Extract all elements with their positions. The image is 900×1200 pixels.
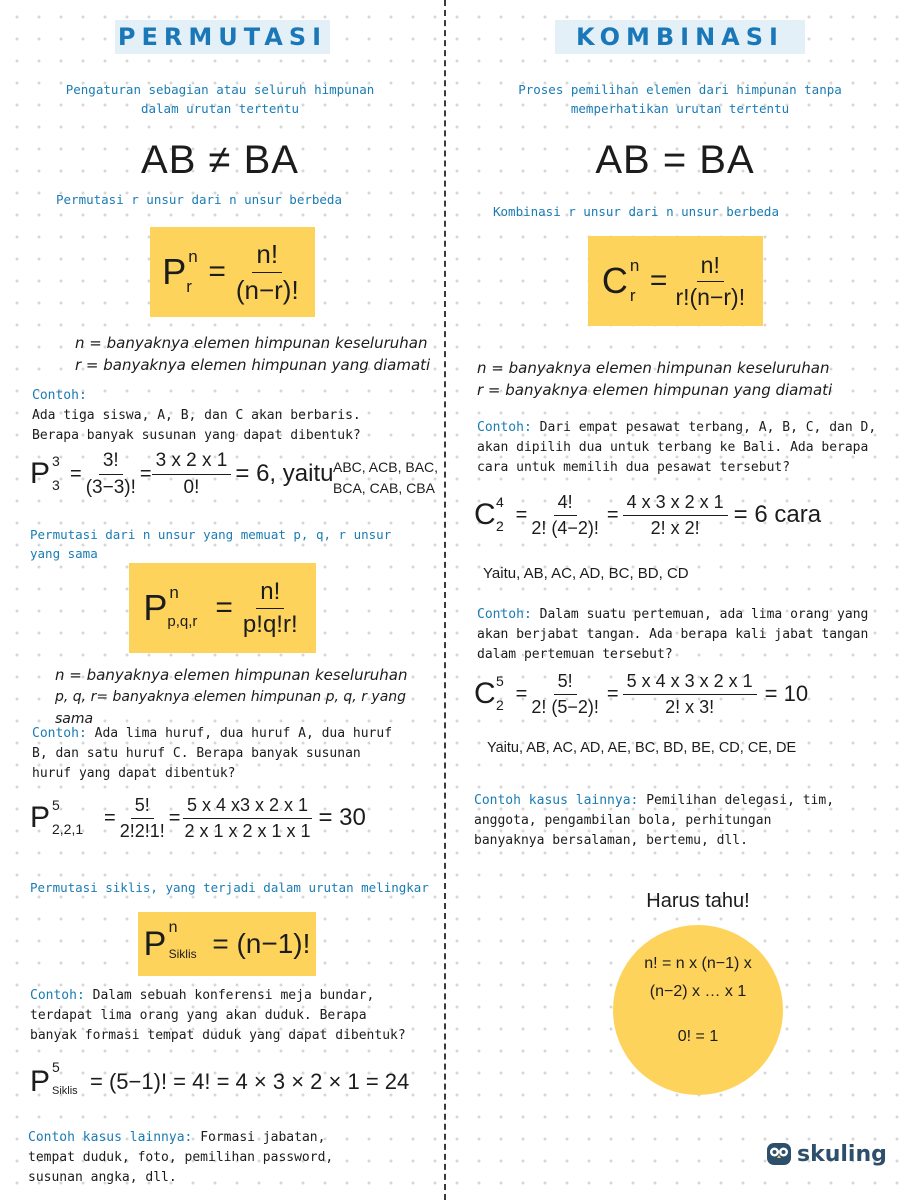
permutasi-relation: AB ≠ BA — [141, 138, 299, 182]
permutasi-section3-label: Permutasi siklis, yang terjadi dalam urutan melingkar — [30, 880, 429, 895]
kombinasi-example1-math: C 4 2 = $\frac{4!}{2! (4-2)!}$ = $\frac{4 x 3 x 2 x 1}{2! x 2!}$ = 6 cara — [474, 491, 822, 538]
permutasi-section2-label: Permutasi dari n unsur yang memuat p, q, r unsur yang sama — [30, 527, 392, 561]
permutasi-pqr-formula-box: P n p,q,r = $\frac{n!}{p!q!r!}$ — [129, 563, 316, 653]
kombinasi-section1-label: Kombinasi r unsur dari n unsur berbeda — [493, 204, 779, 219]
kombinasi-other-cases: Contoh kasus lainnya: Pemilihan delegasi, tim, anggota, pengambilan bola, perhitungan banyaknya bersalaman, bertemu, dll. — [474, 793, 835, 848]
permutasi-formula-box: P n r = $\frac{n!}{(n-r)!}$ — [150, 227, 315, 317]
permutasi-legend2: n = banyaknya elemen himpunan keseluruhan p, q, r= banyaknya elemen himpunan p, q, r yang sama — [55, 666, 408, 727]
permutasi-example2-text: Contoh: Ada lima huruf, dua huruf A, dua huruf B, dan satu huruf C. Berapa banyak susunan huruf yang dapat dibentuk? — [32, 726, 393, 781]
brand-name: skuling — [797, 1141, 887, 1167]
permutasi-title: PERMUTASI — [115, 20, 330, 54]
kombinasi-definition: Proses pemilihan elemen dari himpunan tanpa memperhatikan urutan tertentu — [518, 82, 842, 116]
kombinasi-title: KOMBINASI — [555, 20, 805, 54]
kombinasi-relation: AB = BA — [595, 138, 755, 182]
permutasi-other-cases: Contoh kasus lainnya: Formasi jabatan, tempat duduk, foto, pemilihan password, susunan angka, dll. — [28, 1130, 334, 1185]
must-know-zero-factorial: 0! = 1 — [677, 1028, 719, 1045]
permutasi-formula-symbol: P n r — [162, 247, 198, 296]
kombinasi-example2-math: C 5 2 = $\frac{5!}{2! (5-2)!}$ = $\frac{5 x 4 x 3 x 2 x 1}{2! x 3!}$ = 10 — [474, 670, 809, 717]
must-know-factorial: n! = n x (n−1) x (n−2) x … x 1 — [644, 955, 752, 1000]
permutasi-example3-math: P 5 Siklis = (5−1)! = 4! = 4 × 3 × 2 × 1 = 24 — [30, 1059, 410, 1098]
must-know-title: Harus tahu! — [646, 890, 750, 912]
owl-icon — [765, 1140, 793, 1168]
permutasi-example1-text: Contoh: Ada tiga siswa, A, B, dan C akan berbaris. Berapa banyak susunan yang dapat dibentuk? — [32, 388, 361, 443]
permutasi-legend1: n = banyaknya elemen himpunan keseluruhan r = banyaknya elemen himpunan yang diamati — [75, 334, 431, 374]
kombinasi-formula-box: C n r = $\frac{n!}{r!(n-r)!}$ — [588, 236, 763, 326]
permutasi-siklis-formula-box: P n Siklis = (n−1)! — [138, 912, 316, 976]
kombinasi-example2-text: Contoh: Dalam suatu pertemuan, ada lima orang yang akan berjabat tangan. Ada berapa kali jabat tangan dalam pertemuan tersebut? — [477, 607, 869, 662]
permutasi-example1-answers: ABC, ACB, BAC, BCA, CAB, CBA — [333, 459, 439, 496]
permutasi-example1-math: P 3 3 = $\frac{3!}{(3-3)!}$ = $\frac{3 x 2 x 1}{0!}$ = 6, yaitu — [30, 449, 334, 498]
permutasi-section1-label: Permutasi r unsur dari n unsur berbeda — [56, 192, 342, 207]
kombinasi-example1-text: Contoh: Dari empat pesawat terbang, A, B, C, dan D, akan dipilih dua untuk terbang ke Bali. Ada berapa cara untuk memilih dua pesawat tersebut? — [477, 420, 877, 475]
permutasi-definition: Pengaturan sebagian atau seluruh himpunan dalam urutan tertentu — [65, 82, 375, 116]
permutasi-example2-math: P 5 2,2,1 = $\frac{5!}{2!2!1!}$ = $\frac{5 x 4 x3 x 2 x 1}{2 x 1 x 2 x 1 x 1}$ = 30 — [30, 794, 366, 841]
permutasi-example3-text: Contoh: Dalam sebuah konferensi meja bundar, terdapat lima orang yang akan duduk. Berapa banyak formasi tempat duduk yang dapat dibentuk? — [30, 988, 406, 1043]
kombinasi-example2-answer: Yaitu, AB, AC, AD, AE, BC, BD, BE, CD, CE, DE — [487, 740, 797, 756]
skuling-logo — [765, 1140, 887, 1168]
permutasi-formula-fraction: $\frac{n!}{(n-r)!}$ — [235, 238, 299, 305]
kombinasi-legend1: n = banyaknya elemen himpunan keseluruhan r = banyaknya elemen himpunan yang diamati — [477, 359, 833, 399]
kombinasi-example1-answer: Yaitu, AB, AC, AD, BC, BD, CD — [483, 565, 689, 582]
column-divider — [444, 0, 446, 1200]
